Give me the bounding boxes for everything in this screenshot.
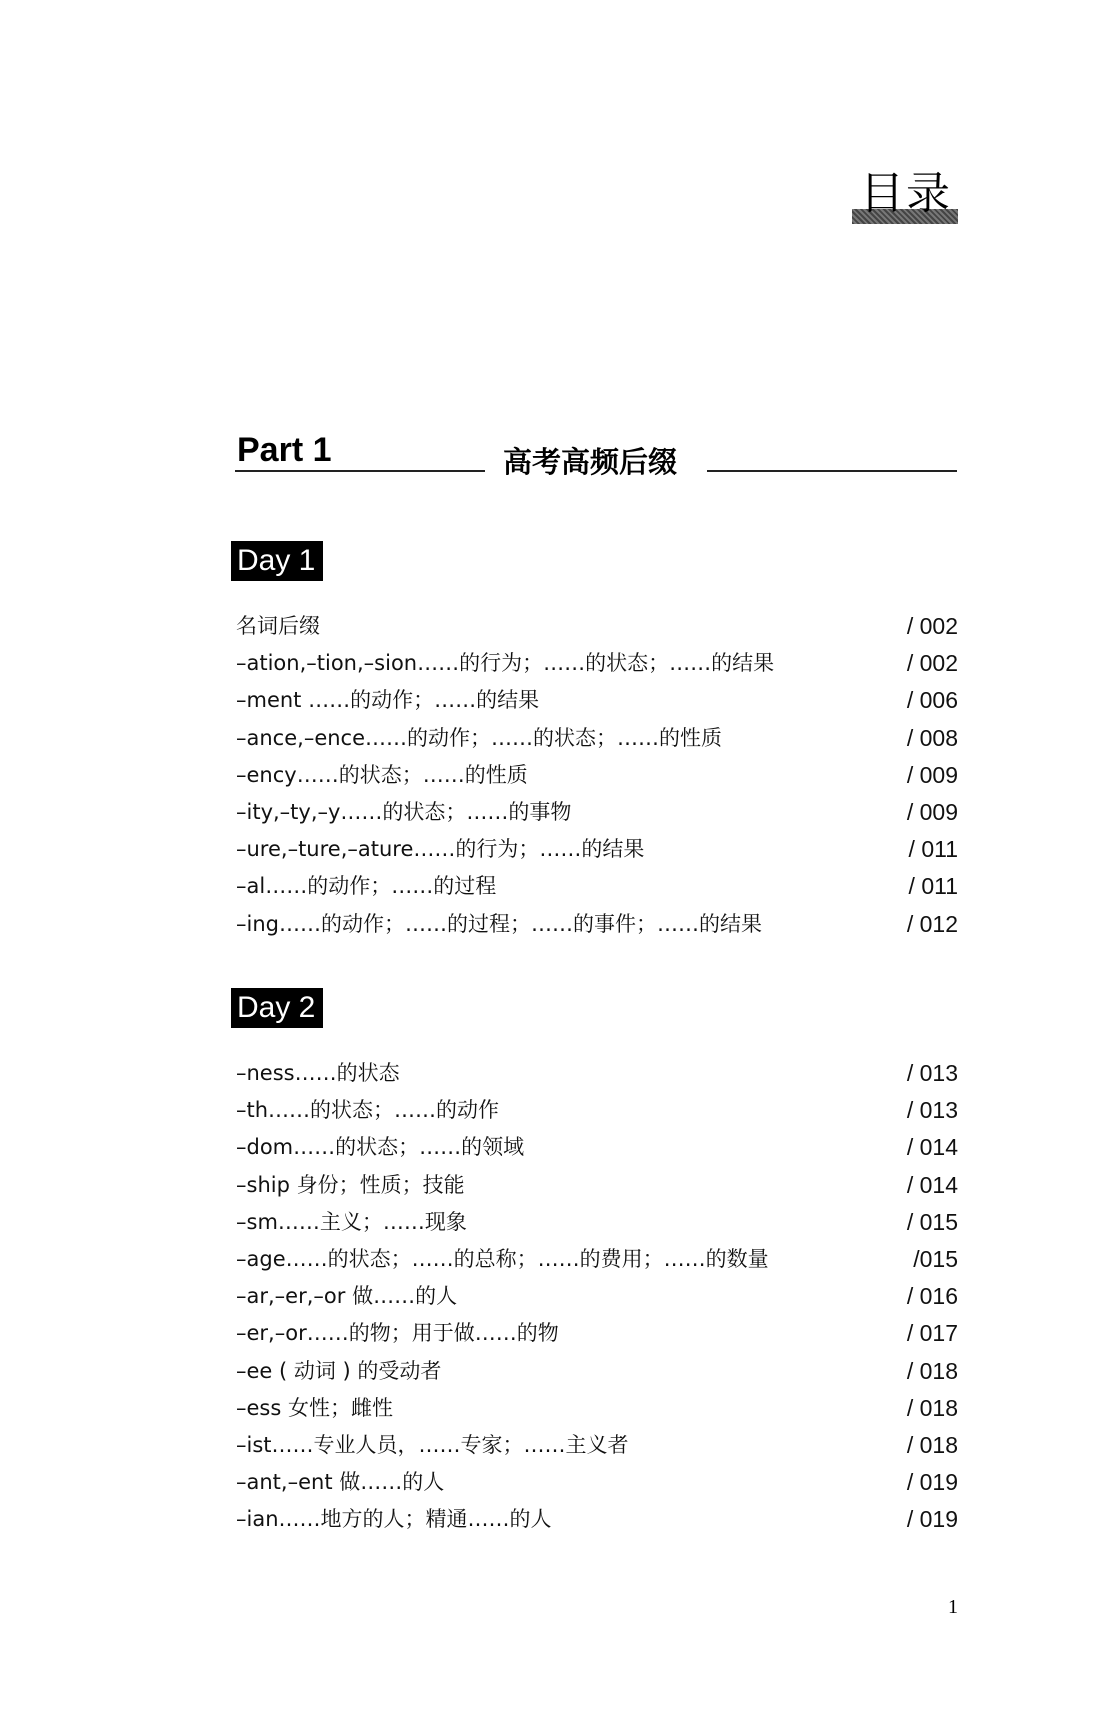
entry-text: –ance,–ence……的动作；……的状态；……的性质 <box>236 725 723 750</box>
entry-text: –ure,–ture,–ature……的行为；……的结果 <box>236 837 645 862</box>
entry-page: / 018 <box>906 1394 958 1421</box>
entry-text: –ness……的状态 <box>236 1061 400 1085</box>
page-number: 1 <box>948 1596 958 1618</box>
entry-text: –ar,–er,–or 做……的人 <box>236 1284 458 1309</box>
toc-entry[interactable] <box>236 1353 958 1390</box>
entry-page: / 009 <box>906 798 958 825</box>
entry-page: / 011 <box>908 873 958 900</box>
toc-entry[interactable] <box>236 1241 958 1278</box>
toc-entry[interactable] <box>236 868 958 905</box>
toc-entry[interactable] <box>236 1390 958 1427</box>
toc-entry[interactable] <box>236 1278 958 1315</box>
entry-page: / 011 <box>908 836 958 863</box>
toc-entry[interactable] <box>236 1427 958 1464</box>
divider-right <box>707 470 957 472</box>
toc-entry[interactable] <box>236 794 958 831</box>
entry-text: –ing……的动作；……的过程；……的事件；……的结果 <box>236 911 762 936</box>
entry-page: / 009 <box>906 761 958 788</box>
entry-page: / 002 <box>906 650 958 677</box>
entry-page: / 006 <box>906 687 958 714</box>
day-2-label: Day 2 <box>231 988 323 1028</box>
part-label: Part 1 <box>237 431 332 469</box>
entry-text: –ian……地方的人；精通……的人 <box>236 1507 552 1532</box>
entry-text: –th……的状态；……的动作 <box>236 1098 500 1123</box>
entry-page: / 017 <box>906 1320 958 1347</box>
day-1-entries <box>236 608 958 943</box>
entry-page: / 002 <box>906 613 958 639</box>
entry-text: 名词后缀 <box>236 614 320 638</box>
toc-entry[interactable] <box>236 608 958 645</box>
day-1-label: Day 1 <box>231 541 323 581</box>
entry-text: –ant,–ent 做……的人 <box>236 1470 445 1495</box>
entry-text: –ist……专业人员，……专家；……主义者 <box>236 1432 629 1457</box>
toc-entry[interactable] <box>236 1092 958 1129</box>
entry-page: / 018 <box>906 1431 958 1458</box>
entry-page: / 019 <box>906 1506 958 1533</box>
toc-entry[interactable] <box>236 1055 958 1092</box>
toc-entry[interactable] <box>236 1129 958 1166</box>
entry-page: / 013 <box>906 1060 958 1086</box>
entry-text: –ment ……的动作；……的结果 <box>236 688 540 713</box>
entry-text: –ship 身份；性质；技能 <box>236 1172 465 1197</box>
day-2-entries <box>236 1055 958 1538</box>
toc-entry[interactable] <box>236 645 958 682</box>
toc-title <box>852 170 958 226</box>
entry-page: / 012 <box>906 910 958 937</box>
entry-text: –ation,–tion,–sion……的行为；……的状态；……的结果 <box>236 651 775 676</box>
entry-page: /015 <box>913 1245 958 1272</box>
toc-entry[interactable] <box>236 1464 958 1501</box>
entry-text: –ity,–ty,–y……的状态；……的事物 <box>236 799 572 824</box>
entry-page: / 016 <box>906 1283 958 1310</box>
toc-entry[interactable] <box>236 757 958 794</box>
toc-entry[interactable] <box>236 720 958 757</box>
entry-page: / 008 <box>906 724 958 751</box>
entry-text: –ee ( 动词 ) 的受动者 <box>236 1358 442 1383</box>
entry-text: –age……的状态；……的总称；……的费用；……的数量 <box>236 1246 769 1271</box>
entry-text: –ess 女性；雌性 <box>236 1395 393 1420</box>
entry-page: / 019 <box>906 1469 958 1496</box>
entry-page: / 014 <box>906 1171 958 1198</box>
toc-entry[interactable] <box>236 1315 958 1352</box>
entry-page: / 018 <box>906 1357 958 1384</box>
page-title: 目录 <box>860 168 952 219</box>
entry-page: / 013 <box>906 1097 958 1124</box>
toc-entry[interactable] <box>236 1204 958 1241</box>
entry-page: / 015 <box>906 1208 958 1235</box>
part-title: 高考高频后缀 <box>503 445 678 479</box>
entry-text: –al……的动作；……的过程 <box>236 874 497 899</box>
toc-entry[interactable] <box>236 1167 958 1204</box>
entry-text: –ency……的状态；……的性质 <box>236 762 528 787</box>
entry-text: –er,–or……的物；用于做……的物 <box>236 1321 559 1346</box>
entry-text: –dom……的状态；……的领域 <box>236 1135 525 1160</box>
toc-entry[interactable] <box>236 906 958 943</box>
toc-entry[interactable] <box>236 831 958 868</box>
toc-entry[interactable] <box>236 1501 958 1538</box>
entry-page: / 014 <box>906 1134 958 1161</box>
part-header <box>235 430 957 490</box>
divider-left <box>235 470 485 472</box>
entry-text: –sm……主义；……现象 <box>236 1209 467 1234</box>
toc-entry[interactable] <box>236 682 958 719</box>
